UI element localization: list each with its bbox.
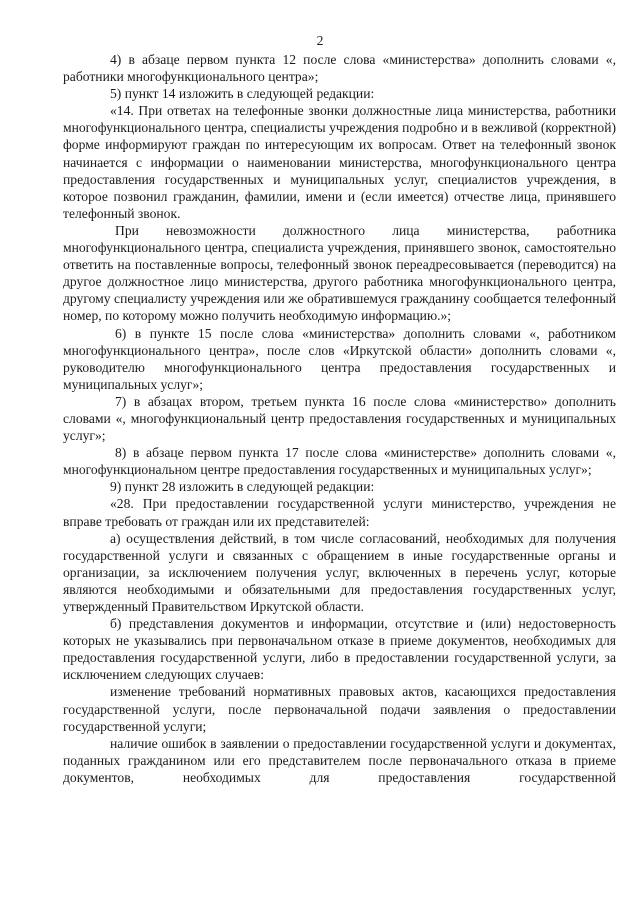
paragraph-case-requirements-change: изменение требований нормативных правовых актов, касающихся предоставления государственной услуги, после первоначальной подачи заявления о предоставлении государственной услуги; xyxy=(63,684,616,734)
paragraph-item-6: 6) в пункте 15 после слова «министерства» дополнить словами «, работником многофункционального центра», после слов «Иркутской области» дополнить словами «, руководителю многофункционального центра предоставления государственных и муниципальных услуг»; xyxy=(63,325,616,392)
paragraph-item-7: 7) в абзацах втором, третьем пункта 16 после слова «министерство» дополнить словами «, многофункциональный центр предоставления государственных и муниципальных услуг»; xyxy=(63,393,616,444)
page-number: 2 xyxy=(316,33,324,48)
paragraph-case-errors: наличие ошибок в заявлении о предоставлении государственной услуги и документах, поданных гражданином или его представителем после первоначального отказа в приеме документов, необходимых для предоставления государственной xyxy=(63,735,616,785)
paragraph-item-5: 5) пункт 14 изложить в следующей редакции: xyxy=(110,86,375,102)
paragraph-point-28-a: а) осуществления действий, в том числе согласований, необходимых для получения государственной услуги и связанных с обращением в иные государственные органы и организации, за исключением получения услуг, включенных в перечень услуг, которые являются необходимыми и обязательными для предоставления государственных услуг, утвержденный Правительством Иркутской области. xyxy=(63,530,616,614)
paragraph-point-28-b: б) представления документов и информации, отсутствие и (или) недостоверность которых не указывались при первоначальном отказе в приеме документов, необходимых для предоставления государственной услуги, либо в предоставлении государственной услуги, за исключением следующих случаев: xyxy=(63,616,616,683)
paragraph-item-8: 8) в абзаце первом пункта 17 после слова «министерстве» дополнить словами «, многофункциональном центре предоставления государственных и муниципальных услуг»; xyxy=(63,445,616,478)
paragraph-point-14-part-2: При невозможности должностного лица министерства, работника многофункционального центра, специалиста учреждения, принявшего звонок, самостоятельно ответить на поставленные вопросы, телефонный звонок переадресовывается (переводится) на другое должностное лицо министерства, другого работника многофункционального центра, другому специалисту учреждения или же обратившемуся гражданину сообщается телефонный номер, по которому можно получить необходимую информацию.»; xyxy=(63,222,616,324)
document-body xyxy=(63,51,616,786)
paragraph-point-28: «28. При предоставлении государственной услуги министерство, учреждения не вправе требовать от граждан или их представителей: xyxy=(63,496,616,529)
paragraph-item-9: 9) пункт 28 изложить в следующей редакции: xyxy=(110,479,375,495)
paragraph-point-14: «14. При ответах на телефонные звонки должностные лица министерства, работники многофункционального центра, специалисты учреждения подробно и в вежливой (корректной) форме информируют граждан по интересующим их вопросам. Ответ на телефонный звонок начинается с информации о наименовании министерства, многофункционального центра предоставления государственных и муниципальных услуг, специалистов учреждения, в которое позвонил гражданин, фамилии, имени и (если имеется) отчестве лица, принявшего телефонный звонок. xyxy=(63,103,616,221)
paragraph-item-4: 4) в абзаце первом пункта 12 после слова «министерства» дополнить словами «, работники многофункционального центра»; xyxy=(63,52,616,85)
